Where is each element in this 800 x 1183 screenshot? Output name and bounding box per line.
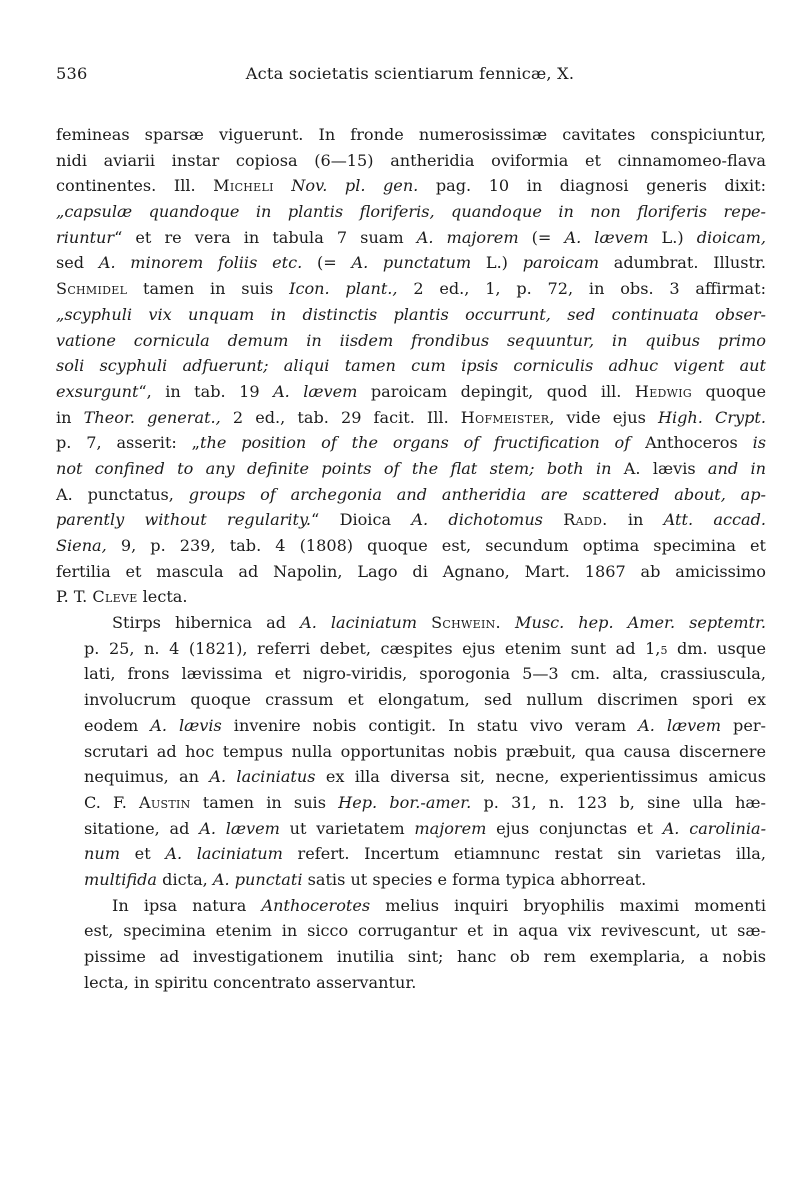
text-segment: exsurgunt (56, 381, 139, 401)
text-segment: Att. accad. (663, 510, 766, 530)
text-segment: A. punctatum (351, 253, 472, 273)
text-line (56, 122, 766, 148)
text-segment (543, 510, 563, 529)
text-segment: eodem (84, 715, 151, 735)
text-segment: sed (56, 253, 99, 273)
text-segment: lecta. (137, 587, 188, 607)
text-segment: Musc. hep. Amer. septemtr. (515, 613, 766, 633)
text-segment: femineas sparsæ viguerunt. In fronde numerosissimæ cavitates conspiciuntur, (56, 125, 766, 144)
text-segment: pissime ad investigationem inutilia sint; hanc ob rem exemplaria, a nobis (84, 947, 766, 966)
text-segment: dioicam, (696, 227, 766, 247)
text-line (56, 918, 766, 944)
text-segment: 2 ed., 1, p. 72, in obs. 3 affirmat: (397, 279, 767, 299)
text-segment: est, specimina etenim in sicco corrugantur et in aqua vix revivescunt, ut sæ- (84, 921, 766, 941)
text-segment: refert. Incertum etiamnunc restat sin varietas illa, (282, 844, 766, 864)
text-line (56, 764, 766, 790)
text-segment: High. Crypt. (657, 407, 766, 427)
text-segment: et (120, 844, 166, 864)
text-segment: P. T. (56, 587, 93, 607)
text-segment: Hofmeister (460, 407, 550, 427)
text-line (56, 816, 766, 842)
text-line (56, 456, 766, 482)
text-segment: lecta, in spiritu concentrato asservantur. (84, 972, 417, 992)
text-line (56, 379, 766, 405)
text-segment: „capsulæ quandoque in plantis floriferis, quandoque in non floriferis repe- (56, 202, 766, 222)
text-segment: Hep. bor.-amer. (338, 792, 472, 812)
text-segment: involucrum quoque crassum et elongatum, sed nullum discrimen spori ex (84, 690, 766, 710)
text-segment: C. F. (84, 792, 140, 812)
text-segment: L.) (471, 253, 523, 273)
text-segment: p. 31, n. 123 b, sine ulla hæ- (471, 792, 766, 812)
text-segment: ex illa diversa sit, necne, experientissimus amicus (315, 767, 766, 787)
text-segment: A. minorem foliis etc. (98, 253, 303, 273)
text-segment: In ipsa natura (112, 895, 262, 915)
paragraph (56, 122, 766, 610)
paragraph (56, 610, 766, 893)
text-segment: multifida (84, 869, 158, 889)
text-segment: A. punctatus, (56, 484, 189, 504)
text-segment (501, 613, 515, 632)
text-segment: Icon. plant., (289, 279, 398, 299)
text-segment: (= (518, 227, 565, 247)
text-line (56, 353, 766, 379)
paragraph (56, 893, 766, 996)
text-segment: p. 25, n. 4 (1821), referri debet, cæspites ejus etenim sunt ad 1, (84, 638, 661, 658)
text-line (56, 790, 766, 816)
text-segment (417, 613, 431, 632)
text-line (56, 841, 766, 867)
text-segment: pag. 10 in diagnosi generis dixit: (418, 176, 766, 196)
text-segment: “ Dioica (311, 510, 412, 530)
text-segment: L.) (648, 227, 697, 247)
text-line (56, 173, 766, 199)
text-segment: A. punctati (212, 869, 303, 889)
text-segment: num (84, 844, 120, 864)
text-segment: A. laciniatum (165, 844, 283, 864)
text-segment: and in (707, 458, 767, 478)
text-line (56, 507, 766, 533)
text-line (56, 430, 766, 456)
text-segment: A. lævis (150, 715, 222, 735)
text-line (56, 405, 766, 431)
text-segment: groups of archegonia and antheridia are scattered about, ap- (188, 484, 766, 504)
text-segment: ejus conjunctas et (486, 818, 663, 838)
text-line (56, 713, 766, 739)
text-segment: not confined to any definite points of the flat stem; both in (56, 458, 612, 478)
text-line (56, 661, 766, 687)
text-segment: sitatione, ad (84, 818, 200, 838)
text-segment: fertilia et mascula ad Napolin, Lago di Agnano, Mart. 1867 ab amicissimo (56, 561, 766, 581)
text-segment: 5 (660, 643, 668, 657)
text-segment: A. laciniatum (300, 613, 418, 633)
text-segment: Hedwig (634, 381, 692, 401)
text-line (56, 250, 766, 276)
text-segment: Austin (139, 792, 191, 812)
text-line (56, 225, 766, 251)
text-line (56, 302, 766, 328)
text-segment: riuntur (56, 227, 115, 247)
text-line (56, 199, 766, 225)
text-segment: , vide ejus (549, 407, 658, 427)
text-segment: lati, frons lævissima et nigro-viridis, sporogonia 5—3 cm. alta, crassiuscula, (84, 664, 766, 684)
text-line (56, 276, 766, 302)
text-segment: scrutari ad hoc tempus nulla opportunitas nobis præbuit, qua causa discernere (84, 741, 766, 761)
text-segment: Stirps hibernica ad (112, 613, 301, 633)
text-line (56, 584, 766, 610)
text-line (56, 893, 766, 919)
text-segment: „scyphuli vix unquam in distinctis plantis occurrunt, sed continuata obser- (56, 304, 766, 324)
text-line (56, 533, 766, 559)
text-segment: A. laciniatus (209, 767, 316, 787)
text-line (56, 482, 766, 508)
text-segment: A. lævem (273, 381, 358, 401)
text-segment (274, 176, 292, 195)
text-segment: Schwein. (431, 613, 501, 633)
text-segment: tamen in suis (127, 279, 290, 299)
text-line (56, 148, 766, 174)
text-segment: parently without regularity. (56, 510, 312, 530)
text-segment: is (752, 433, 767, 453)
text-segment: “ et re vera in tabula 7 suam (114, 227, 417, 247)
text-line (56, 559, 766, 585)
text-segment: A. lævis (611, 458, 708, 478)
text-segment: majorem (414, 818, 487, 838)
page-number: 536 (56, 64, 88, 83)
text-segment: Siena, (56, 536, 107, 555)
running-title: Acta societatis scientiarum fennicæ, X. (245, 64, 575, 83)
text-segment: nidi aviarii instar copiosa (6—15) antheridia oviformia et cinnamomeo-flava (56, 150, 766, 170)
text-segment: adumbrat. Illustr. (599, 253, 766, 273)
text-segment: ut varietatem (279, 818, 415, 838)
text-segment: dicta, (157, 869, 213, 889)
text-line (56, 944, 766, 970)
text-segment: Cleve (92, 587, 138, 607)
text-line (56, 610, 766, 636)
text-segment: (= (302, 253, 352, 273)
text-segment: Nov. pl. gen. (291, 176, 419, 196)
text-segment: Radd. (563, 510, 608, 530)
text-segment: nequimus, an (84, 767, 210, 787)
text-segment: the position of the organs of fructification of (200, 433, 631, 453)
text-segment: Micheli (213, 176, 274, 196)
text-segment: Anthocerotes (261, 895, 371, 915)
text-segment: melius inquiri bryophilis maximi momenti (370, 895, 766, 915)
text-segment: paroicam depingit, quod ill. (357, 381, 635, 401)
text-segment: soli scyphuli adfuerunt; aliqui tamen cum ipsis corniculis adhuc vigent aut (56, 356, 766, 376)
text-segment: quoque (692, 381, 767, 401)
text-segment: in (607, 510, 664, 530)
text-segment: Schmidel (56, 279, 128, 299)
text-line (56, 970, 766, 996)
text-segment: vatione cornicula demum in iisdem frondibus sequuntur, in quibus primo (56, 330, 766, 350)
text-line (56, 867, 766, 893)
text-segment: A. lævem (638, 715, 722, 735)
text-segment: 2 ed., tab. 29 facit. Ill. (220, 407, 461, 427)
text-segment: per- (721, 715, 766, 735)
text-segment: paroicam (522, 253, 600, 273)
text-line (56, 328, 766, 354)
text-line (56, 687, 766, 713)
text-segment: A. lævem (564, 227, 649, 247)
text-segment: in (56, 407, 84, 427)
text-segment: A. carolinia- (662, 818, 767, 838)
text-segment: A. lævem (199, 818, 280, 838)
text-segment: 9, p. 239, tab. 4 (1808) quoque est, secundum optima specimina et (106, 536, 766, 555)
text-segment: continentes. Ill. (56, 176, 214, 196)
page-body (56, 122, 766, 995)
text-segment: “, in tab. 19 (138, 381, 274, 401)
text-segment: Theor. generat., (83, 407, 221, 427)
text-segment: satis ut species e forma typica abhorreat. (302, 869, 647, 889)
text-line (56, 739, 766, 765)
text-segment: A. dichotomus (411, 510, 543, 530)
text-line (56, 636, 766, 662)
text-segment: dm. usque (667, 638, 766, 658)
text-segment: p. 7, asserit: „ (56, 433, 201, 453)
text-segment: tamen in suis (190, 792, 339, 812)
page-header (56, 62, 764, 86)
text-segment: A. majorem (416, 227, 519, 247)
text-segment: invenire nobis contigit. In statu vivo veram (221, 715, 639, 735)
text-segment: Anthoceros (630, 433, 753, 453)
